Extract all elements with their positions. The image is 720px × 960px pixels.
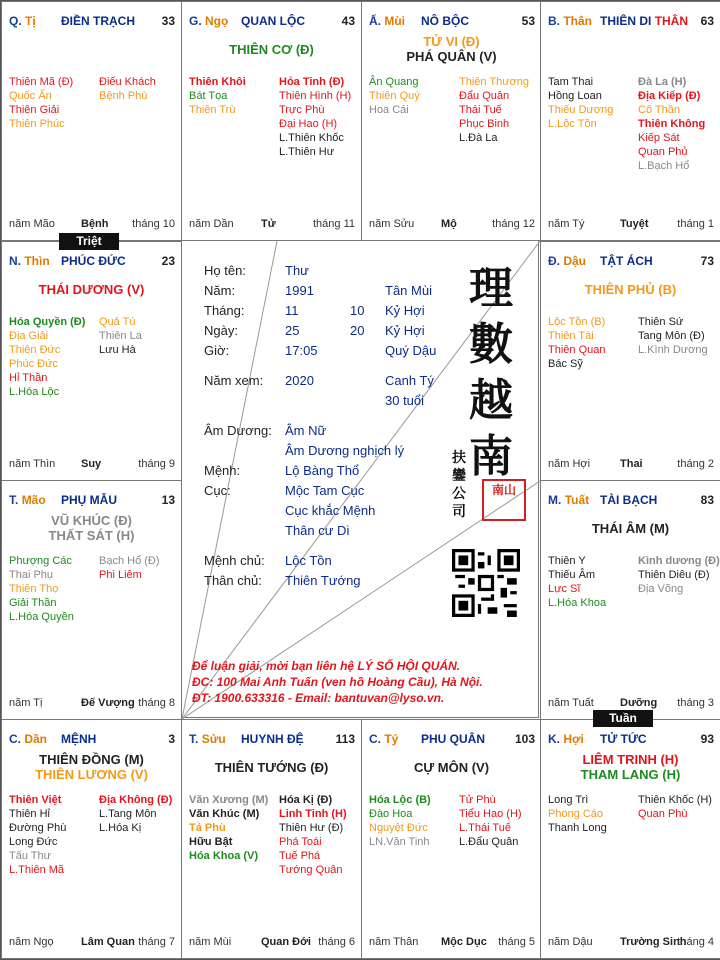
footer-year: năm Mão [9, 218, 55, 230]
label-ho-ten: Họ tên: [204, 263, 246, 278]
label-ngay: Ngày: [204, 323, 238, 338]
footer-year: năm Dậu [548, 936, 593, 948]
palace-number: 83 [700, 493, 714, 507]
palace-footer [548, 218, 714, 232]
label-am-duong: Âm Dương: [204, 423, 272, 438]
label-nam: Năm: [204, 283, 236, 298]
footer-stage: Dưỡng [620, 697, 658, 709]
star: L.Tang Môn [99, 808, 157, 820]
palace-header [548, 732, 714, 748]
palace-footer [548, 936, 714, 950]
footer-month: tháng 9 [138, 458, 175, 470]
star: Thiên Việt [9, 794, 62, 806]
palace-can-chi: T. Mão [9, 493, 46, 507]
value-am-duong-2: Âm Dương nghịch lý [285, 443, 405, 458]
star: L.Bạch Hổ [638, 160, 690, 172]
value-nam-xem: 2020 [285, 373, 314, 388]
star: L.Kình Dương [638, 344, 708, 356]
star: L.Hóa Lộc [9, 386, 60, 398]
triet-tag: Triệt [59, 233, 119, 250]
value-ho-ten: Thư [285, 263, 309, 278]
footer-stage: Mộc Dục [441, 936, 487, 948]
palace-name: QUAN LỘC [241, 14, 305, 28]
star: Đẩu Quân [459, 90, 510, 102]
palace-footer [9, 697, 175, 711]
palace-number: 73 [700, 254, 714, 268]
label-nam-xem: Năm xem: [204, 373, 264, 388]
star: Long Đức [9, 836, 58, 848]
palace-ty[interactable] [361, 719, 542, 959]
contact-line-3[interactable]: ĐT: 1900.633316 - Email: bantuvan@lyso.vn. [192, 691, 445, 705]
footer-stage: Tuyệt [620, 218, 649, 230]
star: Thiếu Dương [548, 104, 614, 116]
palace-can-chi: T. Sửu [189, 732, 226, 746]
star: Thiên Tài [548, 330, 594, 342]
star: L.Thiên Khốc [279, 132, 344, 144]
palace-mao[interactable] [1, 480, 182, 720]
value-thang-am: 10 [350, 303, 365, 318]
main-star: THIÊN TƯỚNG (Đ) [214, 760, 329, 775]
star: Văn Khúc (M) [189, 808, 260, 820]
left-star-list [9, 75, 73, 131]
star: Địa Không (Đ) [99, 794, 173, 806]
star: Hữu Bật [189, 836, 233, 848]
star: L.Lộc Tồn [548, 118, 597, 130]
footer-month: tháng 7 [138, 936, 175, 948]
palace-can-chi: C. Dần [9, 732, 48, 746]
palace-can-chi: K. Hợi [548, 732, 584, 746]
label-menh: Mệnh: [204, 463, 241, 478]
calligraphy-logo: 理數越南 [469, 263, 513, 482]
palace-can-chi: M. Tuất [548, 493, 590, 507]
palace-footer [369, 936, 535, 950]
main-star: THẤT SÁT (H) [48, 528, 135, 543]
star: Thiên La [99, 330, 142, 342]
value-menh-chu: Lộc Tồn [285, 553, 332, 568]
star: Thiên Thọ [9, 583, 59, 595]
star: Thiên Trù [189, 104, 236, 116]
star: Hồng Loan [548, 90, 602, 102]
star: Hóa Kị (Đ) [279, 794, 333, 806]
right-star-list [99, 75, 156, 103]
palace-number: 113 [335, 732, 355, 746]
palace-footer [189, 936, 355, 950]
left-star-list [9, 793, 66, 877]
star: Tiểu Hao (H) [459, 808, 522, 820]
palace-header [369, 732, 535, 748]
footer-year: năm Sửu [369, 218, 415, 230]
star: Quan Phủ [638, 146, 688, 158]
star: Hóa Khoa (V) [189, 850, 259, 862]
palace-footer [9, 458, 175, 472]
palace-number: 103 [514, 732, 535, 746]
star: Kiếp Sát [638, 132, 680, 144]
value-thang: 11 [285, 303, 299, 318]
star: Thiên Diêu (Đ) [638, 569, 710, 581]
footer-month: tháng 8 [138, 697, 175, 709]
star: Hoa Cái [369, 104, 409, 116]
footer-month: tháng 10 [132, 218, 175, 230]
palace-tuat[interactable] [540, 480, 720, 720]
value-cuc-2: Cục khắc Mệnh [285, 503, 376, 518]
right-star-list [459, 793, 522, 849]
footer-stage: Mộ [441, 218, 457, 230]
star: L.Hóa Quyền [9, 611, 74, 623]
star: Đà La (H) [638, 76, 687, 88]
star: Phúc Đức [9, 358, 58, 370]
star: Bạch Hổ (Đ) [99, 555, 160, 567]
right-star-list [638, 793, 712, 821]
right-star-list [459, 75, 529, 145]
footer-month: tháng 5 [498, 936, 535, 948]
footer-stage: Lâm Quan [81, 936, 135, 948]
star: Thiên Sứ [638, 316, 684, 328]
palace-name: PHU QUÂN [421, 732, 486, 746]
palace-can-chi: Ấ. Mùi [369, 14, 406, 28]
palace-footer [9, 936, 175, 950]
value-ngay: 25 [285, 323, 300, 338]
value-cuc-3: Thân cư Di [285, 523, 350, 538]
footer-year: năm Tý [548, 218, 585, 230]
footer-month: tháng 4 [677, 936, 714, 948]
palace-number: 3 [168, 732, 175, 746]
palace-name: PHỤ MẪU [61, 493, 117, 507]
star: Tuế Phá [279, 850, 321, 862]
star: Nguyệt Đức [369, 822, 428, 834]
footer-month: tháng 1 [677, 218, 714, 230]
footer-month: tháng 6 [318, 936, 355, 948]
footer-year: năm Hợi [548, 458, 591, 470]
palace-number: 43 [341, 14, 355, 28]
left-star-list [189, 793, 268, 863]
star: Thiên Không [638, 118, 706, 130]
palace-can-chi: B. Thân [548, 14, 593, 28]
star: Lưu Hà [99, 344, 136, 356]
footer-stage: Suy [81, 458, 102, 470]
main-star: VŨ KHÚC (Đ) [51, 513, 132, 528]
star: Quan Phù [638, 808, 688, 820]
main-star: THAM LANG (H) [580, 767, 681, 782]
label-menh-chu: Mệnh chủ: [204, 553, 265, 568]
label-thang: Tháng: [204, 303, 245, 318]
footer-year: năm Thân [369, 936, 419, 948]
palace-name: NÔ BỘC [421, 14, 469, 28]
star: Thiên Hư (Đ) [279, 822, 344, 834]
palace-ngo[interactable] [181, 1, 362, 241]
star: Thái Tuế [459, 104, 502, 116]
label-gio: Giờ: [204, 343, 230, 358]
star: Thiên Quan [548, 344, 606, 356]
right-star-list [638, 75, 705, 173]
than-marker: THÂN [654, 14, 689, 28]
star: Trực Phù [279, 104, 325, 116]
palace-footer [369, 218, 535, 232]
palace-suu[interactable] [181, 719, 362, 959]
palace-number: 23 [161, 254, 175, 268]
palace-name: TẬT ÁCH [600, 254, 653, 268]
palace-header [9, 254, 175, 270]
star: Thiên Hình (H) [279, 90, 352, 102]
footer-stage: Bệnh [81, 218, 109, 230]
tuan-tag: Tuần [593, 710, 653, 727]
star: Hỉ Thần [9, 372, 48, 384]
star: Phong Cáo [548, 808, 604, 820]
star: Thiên Thương [459, 76, 530, 88]
footer-year: năm Tị [9, 697, 43, 709]
right-star-list [638, 554, 720, 596]
left-star-list [189, 75, 246, 117]
footer-year: năm Mùi [189, 936, 232, 948]
palace-number: 13 [161, 493, 175, 507]
footer-month: tháng 2 [677, 458, 714, 470]
main-star: CỰ MÔN (V) [413, 760, 490, 775]
star: Tang Môn (Đ) [638, 330, 705, 342]
main-star: PHÁ QUÂN (V) [406, 49, 497, 64]
palace-header [548, 493, 714, 509]
main-star: THIÊN ĐỒNG (M) [39, 752, 144, 767]
star: Thiếu Âm [548, 569, 596, 581]
star: Điếu Khách [99, 76, 156, 88]
left-star-list [548, 315, 605, 371]
footer-year: năm Dần [189, 218, 234, 230]
palace-header [369, 14, 535, 30]
palace-hoi[interactable] [540, 719, 720, 959]
palace-name: THIÊN DI THÂN [600, 14, 689, 28]
chart-center-panel [181, 240, 539, 718]
left-star-list [9, 315, 85, 399]
palace-header [9, 732, 175, 748]
star: Thiên Khôi [189, 76, 246, 88]
value-tuoi: 30 tuổi [385, 393, 425, 408]
footer-stage: Tử [261, 218, 276, 230]
right-star-list [99, 554, 160, 582]
star: Địa Giải [9, 330, 49, 342]
palace-footer [9, 218, 175, 232]
palace-footer [548, 458, 714, 472]
value-gio-canchi: Quý Dậu [385, 343, 437, 358]
star: Phượng Các [9, 555, 72, 567]
value-nam: 1991 [285, 283, 314, 298]
star: Thiên Hỉ [9, 808, 50, 820]
right-star-list [638, 315, 708, 357]
star: Kình dương (Đ) [638, 555, 720, 567]
value-nam-canchi: Tân Mùi [385, 283, 432, 298]
palace-can-chi: C. Tý [369, 732, 399, 746]
palace-footer [548, 697, 714, 711]
star: Long Trì [548, 794, 589, 806]
star: Ân Quang [369, 76, 419, 88]
footer-month: tháng 11 [312, 218, 355, 230]
main-star: THIÊN PHỦ (B) [584, 282, 677, 297]
footer-stage: Trường Sinh [620, 936, 687, 948]
palace-can-chi: N. Thìn [9, 254, 50, 268]
left-star-list [369, 75, 420, 117]
palace-can-chi: Q. Tị [9, 14, 36, 28]
star: LN.Văn Tinh [369, 836, 430, 848]
star: Văn Xương (M) [189, 794, 269, 806]
left-star-list [548, 554, 606, 610]
star: L.Thiên Hư [279, 146, 335, 158]
star: Hóa Lộc (B) [369, 794, 431, 806]
value-than-chu: Thiên Tướng [285, 573, 361, 588]
star: L.Thái Tuế [459, 822, 511, 834]
palace-number: 63 [700, 14, 714, 28]
left-star-list [548, 75, 613, 131]
star: L.Thiên Mã [9, 864, 65, 876]
palace-mui[interactable] [361, 1, 542, 241]
label-cuc: Cục: [204, 483, 231, 498]
star: Thiên Quý [369, 90, 420, 102]
star: Quả Tú [99, 316, 136, 328]
star: Thiên Mã (Đ) [9, 76, 74, 88]
star: Thiên Khốc (H) [638, 794, 712, 806]
contact-line-1: Để luận giải, mời bạn liên hệ LÝ SỐ HỘI QUÁN. [192, 659, 461, 673]
main-star: LIÊM TRINH (H) [582, 752, 679, 767]
footer-month: tháng 3 [677, 697, 714, 709]
value-cuc: Mộc Tam Cục [285, 483, 365, 498]
star: Thiên Giải [9, 104, 60, 116]
palace-ti[interactable] [1, 1, 182, 241]
star: Tả Phù [189, 822, 226, 834]
star: Tướng Quân [279, 864, 343, 876]
star: Thai Phụ [9, 569, 54, 581]
palace-name: TỬ TỨC [600, 732, 647, 746]
star: Hóa Quyền (Đ) [9, 316, 86, 328]
main-star: THIÊN CƠ (Đ) [229, 42, 314, 57]
palace-header [548, 14, 714, 30]
star: Bác Sỹ [548, 358, 583, 370]
qr-code[interactable] [452, 549, 520, 617]
star: Thiên Y [548, 555, 586, 567]
star: Tử Phù [459, 794, 496, 806]
right-star-list [99, 315, 142, 357]
star: Phi Liêm [99, 569, 142, 581]
palace-header [189, 14, 355, 30]
star: Đào Hoa [369, 808, 413, 820]
palace-name: HUYNH ĐỆ [241, 732, 304, 746]
left-star-list [369, 793, 431, 849]
palace-number: 53 [521, 14, 535, 28]
palace-dau[interactable] [540, 241, 720, 481]
star: Lực Sĩ [548, 583, 581, 595]
star: Phá Toái [279, 836, 322, 848]
footer-year: năm Thìn [9, 458, 56, 470]
palace-can-chi: G. Ngọ [189, 14, 229, 28]
value-ngay-am: 20 [350, 323, 365, 338]
value-am-duong: Âm Nữ [285, 423, 327, 438]
palace-name: TÀI BẠCH [600, 493, 658, 507]
star: Tam Thai [548, 76, 594, 88]
star: Quốc Ấn [9, 90, 52, 102]
palace-number: 33 [161, 14, 175, 28]
left-star-list [548, 793, 607, 835]
star: Địa Võng [638, 583, 684, 595]
footer-year: năm Tuất [548, 697, 594, 709]
main-star: TỬ VI (Đ) [423, 34, 480, 49]
footer-stage: Quan Đới [261, 936, 311, 948]
palace-thin[interactable] [1, 241, 182, 481]
palace-header [548, 254, 714, 270]
palace-header [189, 732, 355, 748]
footer-year: năm Ngọ [9, 936, 54, 948]
main-star: THÁI ÂM (M) [591, 521, 670, 536]
star: L.Hóa Kị [99, 822, 142, 834]
star: L.Hóa Khoa [548, 597, 607, 609]
label-than-chu: Thân chủ: [204, 573, 262, 588]
palace-name: PHÚC ĐỨC [61, 254, 126, 268]
palace-header [9, 493, 175, 509]
main-star: THIÊN LƯƠNG (V) [35, 767, 148, 782]
star: Cô Thần [638, 104, 680, 116]
left-star-list [9, 554, 74, 624]
star: Thanh Long [548, 822, 607, 834]
star: Bát Tọa [189, 90, 228, 102]
palace-name: MỆNH [61, 732, 97, 746]
value-thang-canchi: Kỷ Hợi [385, 303, 425, 318]
value-ngay-canchi: Kỷ Hợi [385, 323, 425, 338]
star: Bệnh Phù [99, 90, 148, 102]
star: Thiên Phúc [9, 118, 65, 130]
value-nam-xem-canchi: Canh Tý [385, 373, 434, 388]
value-menh: Lộ Bàng Thổ [285, 463, 360, 478]
palace-header [9, 14, 175, 30]
star: Lộc Tồn (B) [548, 316, 606, 328]
value-gio: 17:05 [285, 343, 318, 358]
footer-stage: Thai [620, 458, 643, 470]
star: Tấu Thư [9, 850, 52, 862]
star: Đường Phù [9, 822, 67, 834]
star: Giải Thần [9, 597, 57, 609]
star: Phục Binh [459, 118, 510, 130]
calligraphy-subtitle: 扶鑾公司 [452, 450, 466, 520]
right-star-list [99, 793, 172, 835]
palace-number: 93 [700, 732, 714, 746]
footer-stage: Đế Vượng [81, 697, 135, 709]
star: Địa Kiếp (Đ) [638, 90, 701, 102]
palace-than[interactable] [540, 1, 720, 241]
red-seal-stamp: 南山 [482, 479, 526, 521]
palace-name: ĐIỀN TRẠCH [61, 14, 135, 28]
right-star-list [279, 75, 351, 159]
star: L.Đẩu Quân [459, 836, 519, 848]
star: Linh Tinh (H) [279, 808, 347, 820]
star: Thiên Đức [9, 344, 61, 356]
palace-dan[interactable] [1, 719, 182, 959]
star: Hỏa Tinh (Đ) [279, 76, 345, 88]
star: L.Đà La [459, 132, 498, 144]
right-star-list [279, 793, 347, 877]
star: Đại Hao (H) [279, 118, 338, 130]
footer-month: tháng 12 [492, 218, 535, 230]
contact-line-2: ĐC: 100 Mai Anh Tuấn (ven hồ Hoàng Cầu), Hà Nội. [192, 675, 483, 689]
main-star: THÁI DƯƠNG (V) [38, 282, 145, 297]
palace-can-chi: Đ. Dậu [548, 254, 587, 268]
palace-footer [189, 218, 355, 232]
